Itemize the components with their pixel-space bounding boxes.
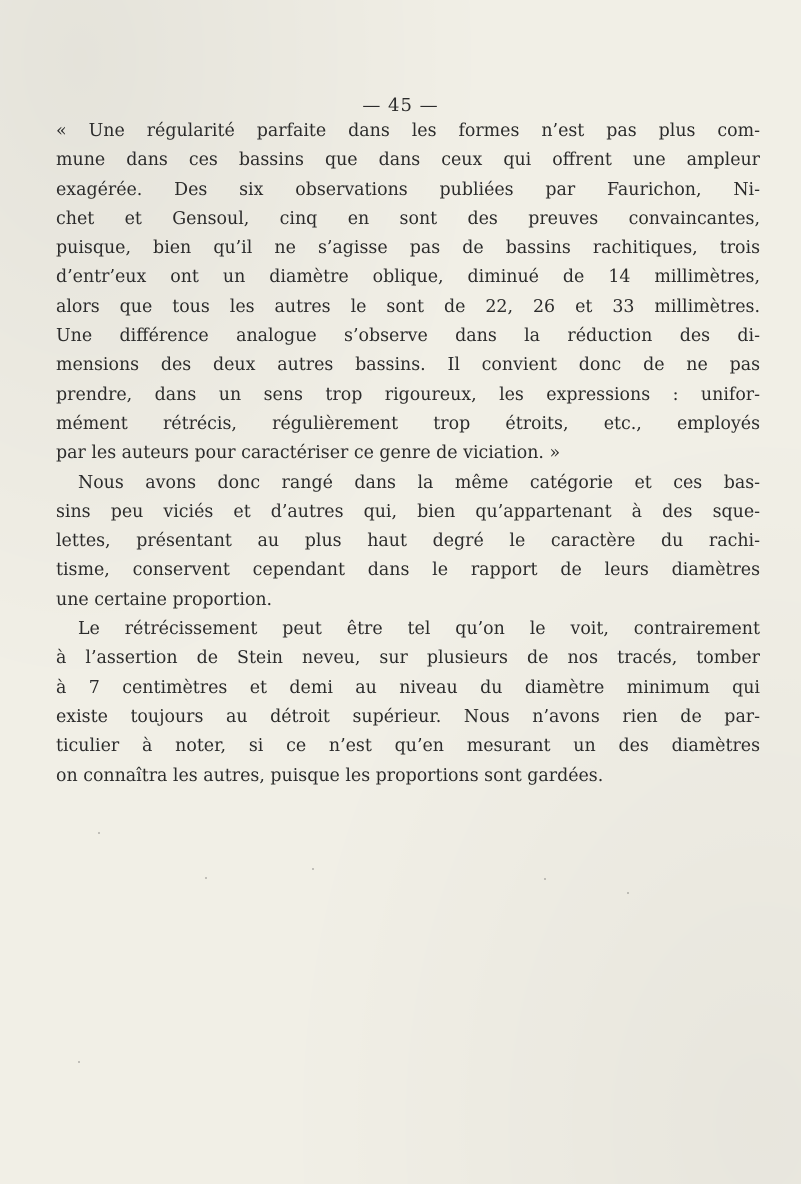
text-line: Une différence analogue s’observe dans la réduction des di-	[56, 326, 760, 347]
text-line: ticulier à noter, si ce n’est qu’en mesurant un des diamètres	[56, 736, 760, 757]
paper-speck	[312, 868, 314, 870]
text-line: « Une régularité parfaite dans les formes n’est pas plus com-	[56, 121, 760, 141]
paper-speck	[736, 274, 738, 276]
text-line: Le rétrécissement peut être tel qu’on le voit, contrairement	[78, 619, 760, 640]
text-line: à l’assertion de Stein neveu, sur plusieurs de nos tracés, tomber	[56, 648, 760, 669]
text-line: par les auteurs pour caractériser ce genre de viciation. »	[56, 443, 561, 464]
body-text	[56, 117, 760, 791]
text-line: tisme, conservent cependant dans le rapport de leurs diamètres	[56, 560, 760, 581]
paper-speck	[544, 878, 546, 880]
text-line: mune dans ces bassins que dans ceux qui offrent une ampleur	[56, 150, 760, 171]
paper-speck	[78, 1061, 80, 1063]
text-line: alors que tous les autres le sont de 22, 26 et 33 millimètres.	[56, 296, 760, 317]
paper-speck	[98, 832, 100, 834]
text-line: Nous avons donc rangé dans la même catégorie et ces bas-	[78, 472, 760, 493]
text-line: prendre, dans un sens trop rigoureux, les expressions : unifor-	[56, 384, 760, 405]
text-line: une certaine proportion.	[56, 589, 273, 610]
text-line: lettes, présentant au plus haut degré le caractère du rachi-	[56, 531, 760, 552]
text-line: d’entr’eux ont un diamètre oblique, diminué de 14 millimètres,	[56, 267, 760, 288]
text-line: on connaîtra les autres, puisque les proportions sont gardées.	[56, 765, 604, 786]
text-line: exagérée. Des six observations publiées par Faurichon, Ni-	[56, 179, 760, 200]
text-line: à 7 centimètres et demi au niveau du diamètre minimum qui	[56, 677, 760, 698]
paper-speck	[627, 892, 629, 894]
text-line: mément rétrécis, régulièrement trop étroits, etc., employés	[56, 413, 760, 434]
text-line: chet et Gensoul, cinq en sont des preuves convaincantes,	[56, 208, 760, 229]
text-line: puisque, bien qu’il ne s’agisse pas de bassins rachitiques, trois	[56, 238, 760, 259]
text-line: sins peu viciés et d’autres qui, bien qu’appartenant à des sque-	[56, 501, 760, 522]
page-number: — 45 —	[362, 95, 439, 116]
text-line: mensions des deux autres bassins. Il convient donc de ne pas	[56, 355, 760, 376]
text-line: existe toujours au détroit supérieur. Nous n’avons rien de par-	[56, 706, 760, 727]
paper-speck	[205, 877, 207, 879]
